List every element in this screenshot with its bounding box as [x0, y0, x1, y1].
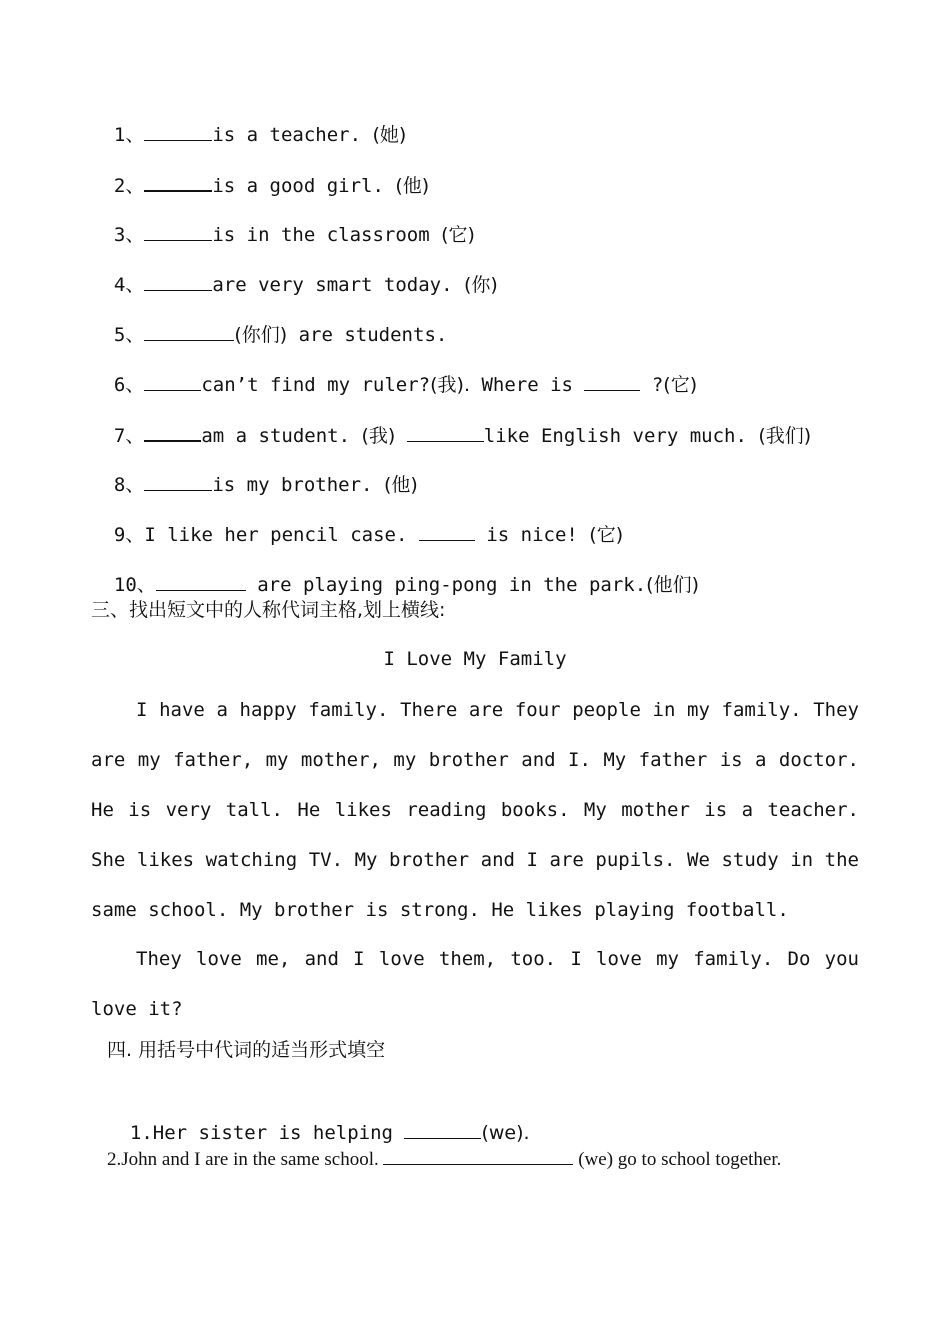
item-hint: (你们) — [234, 324, 288, 346]
answer-blank[interactable] — [144, 372, 201, 391]
item-hint: (她) — [372, 124, 407, 146]
item-text: are playing ping-pong in the park. — [245, 574, 647, 596]
item-hint: (我). — [430, 374, 470, 396]
item-hint: (它) — [441, 224, 475, 246]
item-number: 9、 — [113, 524, 145, 546]
item-text: ? — [640, 374, 664, 396]
item-text: am a student. — [201, 425, 351, 447]
item-text: is a good girl. — [212, 175, 384, 197]
answer-blank[interactable] — [584, 372, 640, 391]
item-5 — [91, 298, 447, 347]
item-3 — [91, 198, 475, 247]
passage-title: I Love My Family — [383, 648, 567, 670]
answer-blank[interactable] — [407, 423, 484, 442]
item-number: 4、 — [113, 274, 145, 296]
answer-blank[interactable] — [144, 122, 212, 141]
item-number: 3、 — [113, 224, 145, 246]
item-text: Where is — [470, 374, 585, 396]
item-4 — [91, 248, 498, 297]
section4-question-2 — [91, 1135, 859, 1185]
item-text: is in the classroom — [212, 224, 430, 246]
item-text: I like her pencil case. — [144, 524, 419, 546]
answer-blank[interactable] — [144, 422, 201, 442]
item-number: 8、 — [113, 474, 145, 496]
passage-paragraph-1: I have a happy family. There are four people in my family. They are my father, my mother, my brother and I. My father is a doctor. He is very tall. He likes reading books. My mother is a teacher. She likes watching TV. My brother and I are pupils. We study in the same school. My brother is strong. He likes playing football. — [91, 699, 859, 921]
item-9 — [91, 498, 623, 547]
item-text: like English very much. — [483, 425, 747, 447]
answer-blank[interactable] — [383, 1146, 573, 1165]
item-hint: (我们) — [758, 425, 812, 447]
answer-blank[interactable] — [144, 322, 234, 341]
item-number: 6、 — [113, 374, 145, 396]
item-number: 7、 — [113, 425, 145, 447]
item-hint: (他们) — [646, 574, 699, 596]
question-text: (we) go to school together. — [578, 1149, 782, 1170]
item-hint: (我) — [361, 425, 396, 447]
question-text: 1.Her sister is helping — [129, 1122, 405, 1144]
item-text: are students. — [287, 324, 448, 346]
answer-blank[interactable] — [419, 522, 475, 541]
item-text: is a teacher. — [212, 124, 362, 146]
question-text: (we). — [481, 1122, 530, 1144]
item-2 — [91, 148, 429, 198]
item-number: 1、 — [113, 124, 145, 146]
item-7 — [91, 398, 811, 448]
item-hint: (它) — [663, 374, 698, 396]
answer-blank[interactable] — [156, 572, 246, 591]
item-hint: (你) — [464, 274, 498, 296]
passage-paragraph-2: They love me, and I love them, too. I love my family. Do you love it? — [91, 948, 859, 1020]
answer-blank[interactable] — [144, 272, 212, 291]
answer-blank[interactable] — [144, 172, 212, 192]
item-text: is my brother. — [212, 474, 373, 496]
answer-blank[interactable] — [144, 222, 212, 241]
question-text: 2.John and I are in the same school. — [107, 1149, 379, 1170]
item-number: 5、 — [113, 324, 145, 346]
item-hint: (他) — [383, 474, 418, 496]
item-10 — [91, 548, 699, 597]
item-text: is nice! — [474, 524, 578, 546]
item-1 — [91, 98, 406, 147]
section3-heading: 三、找出短文中的人称代词主格,划上横线: — [91, 599, 446, 621]
section4-heading: 四. 用括号中代词的适当形式填空 — [107, 1039, 386, 1061]
item-text: are very smart today. — [212, 274, 453, 296]
item-hint: (他) — [395, 175, 430, 197]
item-number: 2、 — [113, 175, 145, 197]
item-6 — [91, 348, 697, 397]
item-number: 10、 — [113, 574, 156, 596]
answer-blank[interactable] — [144, 472, 212, 491]
item-hint: (它) — [589, 524, 624, 546]
item-8 — [91, 448, 418, 497]
item-text: can’t find my ruler? — [201, 374, 431, 396]
